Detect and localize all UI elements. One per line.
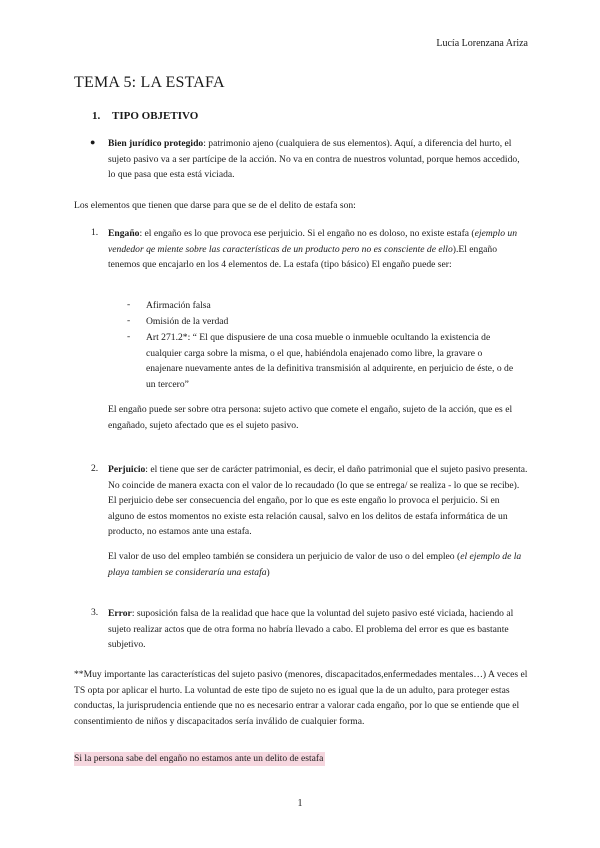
list-number-2: 2. (91, 463, 99, 474)
engano-text-1: : el engaño es lo que provoca ese perjuicio. Si el engaño no es doloso, no existe estafa ( (139, 228, 475, 239)
bien-juridico-paragraph (108, 136, 526, 183)
valor-example: el ejemplo de la playa tambien se consideraría una estafa (108, 551, 522, 578)
dash-marker: - (127, 299, 131, 310)
bien-juridico-text: : patrimonio ajeno (cualquiera de sus elementos). Aquí, a diferencia del hurto, el sujeto pasivo va a ser partícipe de la acción. No va en contra de nuestros voluntad, porque hemos accedido, lo que pasa que esta está viciada. (108, 138, 520, 181)
author-header: Lucía Lorenzana Ariza (436, 38, 528, 49)
engano-otra-persona: El engaño puede ser sobre otra persona: sujeto activo que comete el engaño, sujeto de la acción, que es el engañado, sujeto afectado que es el sujeto pasivo. (108, 404, 513, 431)
section-heading (92, 110, 198, 122)
valor-uso-paragraph (108, 549, 528, 580)
page-title: TEMA 5: LA ESTAFA (74, 74, 225, 91)
error-paragraph (108, 606, 528, 653)
bullet-icon: ● (90, 137, 96, 147)
highlighted-note: Si la persona sabe del engaño no estamos ante un delito de estafa (74, 753, 324, 764)
error-term: Error (108, 608, 132, 619)
elementos-intro: Los elementos que tienen que darse para que se de el delito de estafa son: (74, 200, 356, 211)
section-title: TIPO OBJETIVO (112, 110, 199, 122)
engano-paragraph (108, 226, 530, 273)
dash-marker: - (127, 331, 131, 342)
valor-text: El valor de uso del empleo también se considera un perjuicio de valor de uso o del empleo ( (108, 551, 461, 562)
list-item: Art 271.2*: “ El que dispusiere de una cosa mueble o inmueble ocultando la existencia de cualquier carga sobre la misma, o el que, habiéndola enajenado como libre, la gravare o enajenare nuevamente antes de la definitiva transmisión al adquirente, en perjuicio de éste, o de un tercero” (146, 332, 514, 390)
perjuicio-text: : el tiene que ser de carácter patrimonial, es decir, el daño patrimonial que el sujeto pasivo presenta. No coincide de manera exacta con el valor de lo recaudado (lo que se entrega/ se realiza - lo que se recibe). El perjuicio debe ser consecuencia del engaño, por lo que es este engaño lo provoca el perjuicio. Si en alguno de estos momentos no existe esta relación causal, salvo en los delitos de estafa informática de un producto, no estamos ante una estafa. (108, 464, 528, 538)
list-number-1: 1. (91, 227, 99, 238)
section-number: 1. (92, 110, 101, 122)
bien-juridico-term: Bien jurídico protegido (108, 138, 204, 149)
engano-text-2: ).El engaño tenemos que encajarlo en los 4 elementos de. La estafa (tipo básico) El engaño puede ser: (108, 243, 497, 271)
error-text: : suposición falsa de la realidad que hace que la voluntad del sujeto pasivo esté viciada, haciendo al sujeto realizar actos que de otra forma no habría llevado a cabo. El problema del error es que es bastante subjetivo. (108, 608, 514, 651)
list-item: Omisión de la verdad (146, 316, 229, 327)
page-number: 1 (297, 798, 303, 809)
perjuicio-paragraph (108, 462, 528, 540)
perjuicio-term: Perjuicio (108, 464, 146, 475)
list-item: Afirmación falsa (146, 300, 211, 311)
dash-marker: - (127, 315, 131, 326)
engano-term: Engaño (108, 228, 140, 239)
engano-example: ejemplo un vendedor qe miente sobre las características de un producto pero no es consciente de ello (108, 228, 517, 255)
valor-close: ) (266, 566, 270, 578)
nota-paragraph: **Muy importante las características del sujeto pasivo (menores, discapacitados,enfermedades mentales…) A veces el TS opta por aplicar el hurto. La voluntad de este tipo de sujeto no es igual que la de un adulto, para proteger estas conductas, la jurisprudencia entiende que no es necesario entrar a valorar cada engaño, por lo que se entiende que el consentimiento de niños y discapacitados sería inválido de cualquier forma. (74, 669, 528, 727)
list-number-3: 3. (91, 607, 99, 618)
